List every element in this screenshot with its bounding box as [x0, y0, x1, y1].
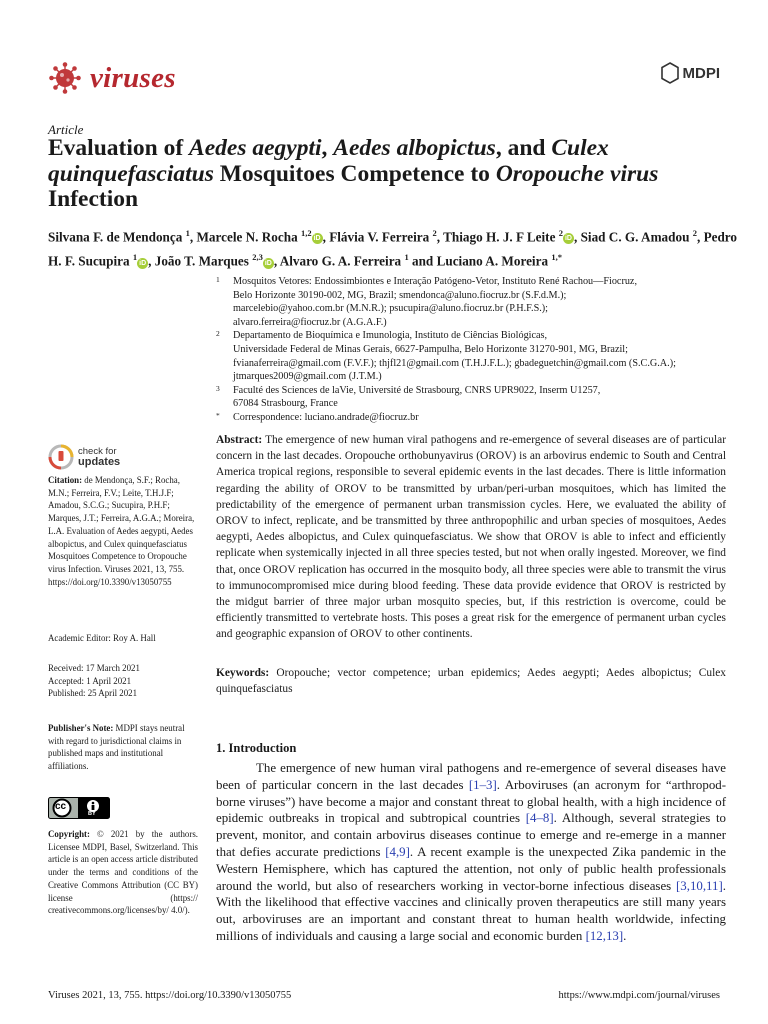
article-title [48, 136, 728, 213]
author-affiliation-number: 2 [558, 228, 563, 238]
title-part: Aedes albopictus [333, 135, 496, 161]
published-date: Published: 25 April 2021 [48, 688, 138, 699]
academic-editor: Academic Editor: Roy A. Hall [48, 633, 156, 643]
introduction-paragraph [216, 760, 726, 945]
author-affiliation-number: 2 [692, 228, 697, 238]
author-affiliation-number: 1 [185, 228, 190, 238]
article-type: Article [48, 122, 84, 137]
author-name: João T. Marques [154, 253, 249, 269]
author-name: Pedro H. F. Sucupira [48, 229, 738, 269]
publisher-note-text: MDPI stays neutral with regard to jurisdictional claims in published maps and institutional affiliations. [48, 723, 185, 772]
author-separator: , [148, 253, 155, 269]
received-date: Received: 17 March 2021 [48, 663, 140, 673]
author-name: Thiago H. J. F Leite [443, 229, 556, 245]
publisher-logo [661, 62, 721, 84]
author-affiliation-number: 1,* [551, 252, 562, 263]
check-for-updates[interactable] [48, 444, 120, 470]
cc-by-badge[interactable] [48, 797, 110, 824]
keywords-label: Keywords: [216, 667, 270, 679]
citation-label: Citation: [48, 475, 83, 485]
affiliation-line: Belo Horizonte 30190-002, MG, Brazil; smendonca@aluno.fiocruz.br (S.F.d.M.); [233, 289, 567, 301]
virus-logo-icon [48, 61, 82, 95]
affiliation-line: Departamento de Bioquímica e Imunologia, Instituto de Ciências Biológicas, [233, 330, 548, 342]
author-affiliation-number: 1,2 [300, 228, 312, 238]
affiliation-number: 1 [216, 275, 220, 284]
title-part: , and [495, 135, 552, 161]
author-name: Marcele N. Rocha [196, 229, 298, 245]
affiliation-line: jtmarques2009@gmail.com (J.T.M.) [233, 371, 382, 383]
keywords-text: Oropouche; vector competence; urban epidemics; Aedes aegypti; Aedes albopictus; Culex quinquefasciatus [216, 667, 726, 696]
affiliation-item [216, 384, 726, 411]
by-label: BY [88, 811, 96, 817]
abstract-label: Abstract: [216, 434, 263, 446]
intro-text: The emergence of new human viral pathogens and re-emergence of several diseases have been of particular concern in the last decades [216, 761, 726, 792]
affiliation-item [216, 275, 726, 329]
author-separator: , [573, 229, 581, 245]
author-separator: and [408, 253, 437, 269]
publication-dates [48, 662, 198, 700]
publisher-note-label: Publisher's Note: [48, 723, 114, 733]
copyright-label: Copyright: [48, 829, 90, 839]
citation-text: de Mendonça, S.F.; Rocha, M.N.; Ferreira, F.V.; Leite, T.H.J.F; Amadou, S.C.G.; Sucupira, P.H.F; Marques, J.T.; Ferreira, A.G.A.; Moreira, L.A. Evaluation of Aedes aegypti, Aedes albopictus, and Culex quinquefasciatus Mosquitoes Competence to Oropouche virus Infection. Viruses 2021, 13, 755. https://doi.org/10.3390/v13050755 [48, 475, 195, 587]
copyright-notice [48, 828, 198, 917]
affiliation-line: Mosquitos Vetores: Endossimbiontes e Interação Patógeno-Vetor, Instituto René Rachou—Fiocruz, [233, 276, 637, 287]
author-separator: , [322, 229, 330, 245]
intro-text: . Although, several strategies to prevent, monitor, and contain arbovirus diseases continue to emerge and re-emerge in a manner that defies accurate predictions [216, 811, 727, 859]
publisher-name: MDPI [682, 64, 720, 82]
title-part: Infection [48, 186, 139, 212]
affiliation-line: fvianaferreira@gmail.com (F.V.F.); thjfl21@gmail.com (T.H.J.F.L.); gbadeguetchin@gmail.com (S.C.G.A.); [233, 357, 676, 369]
affiliation-line: 67084 Strasbourg, France [233, 398, 338, 410]
citation-link[interactable]: [1–3] [468, 777, 497, 792]
citation-link[interactable]: [4–8] [525, 811, 554, 826]
author-name: Silvana F. de Mendonça [48, 229, 183, 245]
keywords [216, 665, 726, 697]
orcid-icon[interactable]: iD [564, 235, 572, 243]
intro-text: . [623, 928, 627, 943]
affiliation-line: alvaro.ferreira@fiocruz.br (A.G.A.F.) [233, 316, 387, 328]
abstract [216, 432, 726, 643]
author-affiliation-number: 1 [404, 252, 409, 263]
author-separator: , [696, 229, 704, 245]
citation-block [48, 474, 198, 588]
orcid-icon[interactable]: iD [264, 259, 272, 267]
author-affiliation-number: 1 [132, 252, 138, 263]
intro-text: . A recent example is the unexpected Zika pandemic in the Western Hemisphere, which has captured the attention, not only of public health professionals around the world, but also of researchers working in vector-borne infectious diseases [216, 844, 726, 893]
affiliation-line: marcelebio@yahoo.com.br (M.N.R.); psucupira@aluno.fiocruz.br (P.H.F.S.); [233, 303, 549, 315]
author-affiliation-number: 2,3 [252, 252, 263, 263]
citation-link[interactable]: [12,13] [585, 928, 624, 943]
author-name: Flávia V. Ferreira [329, 229, 430, 245]
section-heading: 1. Introduction [216, 741, 297, 755]
affiliation-item [216, 411, 726, 425]
orcid-icon[interactable]: iD [139, 259, 147, 267]
author-list [48, 223, 738, 272]
affiliation-line: Universidade Federal de Minas Gerais, 6627-Pampulha, Belo Horizonte 31270-901, MG, Brazil; [233, 343, 628, 355]
affiliation-line: Correspondence: luciano.andrade@fiocruz.br [233, 411, 419, 423]
author-name: Alvaro G. A. Ferreira [279, 253, 402, 269]
author-separator: , [273, 253, 280, 269]
affiliation-item [216, 329, 726, 383]
intro-text: . With the likelihood that effective vaccines and clinically proven therapeutics are still many years out, arboviruses are an important and constant threat to human health worldwide, infecting millions of individuals and causing a large social and economic burden [216, 878, 726, 943]
title-part: Oropouche virus [495, 160, 659, 187]
affiliation-number: 2 [216, 329, 220, 339]
author-separator: , [436, 229, 444, 245]
title-part: Evaluation of [48, 135, 190, 161]
author-separator: , [189, 229, 197, 245]
affiliation-number: 3 [216, 383, 220, 393]
publisher-note [48, 722, 198, 773]
title-part: Aedes aegypti [189, 135, 322, 161]
check-updates-line1: check for [78, 446, 117, 457]
citation-link[interactable]: [3,10,11] [675, 878, 723, 893]
affiliations [216, 275, 726, 425]
mdpi-logo-icon [661, 62, 679, 84]
footer-journal-url[interactable]: https://www.mdpi.com/journal/viruses [558, 990, 720, 1001]
journal-logo [48, 58, 176, 98]
affiliation-line: Faculté des Sciences de laVie, Université de Strasbourg, CNRS UPR9022, Inserm U1257, [233, 384, 601, 396]
author-name: Siad C. G. Amadou [580, 229, 690, 245]
copyright-text: © 2021 by the authors. Licensee MDPI, Basel, Switzerland. This article is an open access article distributed under the terms and conditions of the Creative Commons Attribution (CC BY) license (https:// creativecommons.org/licenses/by/ 4.0/). [48, 829, 198, 916]
footer-citation: Viruses 2021, 13, 755. https://doi.org/10.3390/v13050755 [48, 990, 292, 1001]
author-affiliation-number: 2 [432, 228, 437, 238]
citation-link[interactable]: [4,9] [385, 844, 410, 859]
accepted-date: Accepted: 1 April 2021 [48, 675, 132, 686]
title-part: Culex quinquefasciatus [48, 135, 609, 187]
check-updates-line2: updates [78, 456, 121, 468]
check-updates-icon [48, 444, 74, 470]
cc-label: cc [55, 801, 67, 812]
title-part: Mosquitoes Competence to [213, 160, 496, 187]
abstract-text: The emergence of new human viral pathogens and re-emergence of several diseases are of particular concern in the last decades. Oropouche orthobunyavirus (OROV) is an arbovirus endemic to South and Central America tropical regions, responsible to several epidemic events in the last decades. There is little information regarding the ability of OROV to be transmitted by urban/peri-urban mosquitoes, which has limited the predictability of the emergence of permanent urban transmission cycles. Here, we evaluated the ability of OROV to infect, replicate, and be transmitted by three anthropophilic and urban species of mosquitoes, Aedes aegypti, Aedes albopictus, and Culex quinquefasciatus. We show that OROV is able to infect and efficiently replicate when systemically injected in all three species tested, but not when orally ingested. Moreover, we find that, once OROV replication has occurred in the mosquito body, all three species were able to transmit the virus to immunocompromised mice during blood feeding. These data provide evidence that OROV is restricted by the midgut barrier of three major urban mosquito species, but, if this restriction is overcome, could be efficiently transmitted to vertebrate hosts. This poses a great risk for the emergence of permanent urban cycles and geographic expansion of OROV to other continents. [216, 434, 726, 641]
title-part: , [321, 135, 334, 161]
author-name: Luciano A. Moreira [436, 253, 549, 269]
intro-text: . Arboviruses (an acronym for “arthropod-borne viruses”) have become a major and constant threat to global health, with a high incidence of epidemic outbreaks in tropical and subtropical countries [216, 777, 727, 826]
affiliation-number: * [216, 410, 220, 420]
journal-name: viruses [90, 61, 176, 94]
orcid-icon[interactable]: iD [313, 235, 321, 243]
